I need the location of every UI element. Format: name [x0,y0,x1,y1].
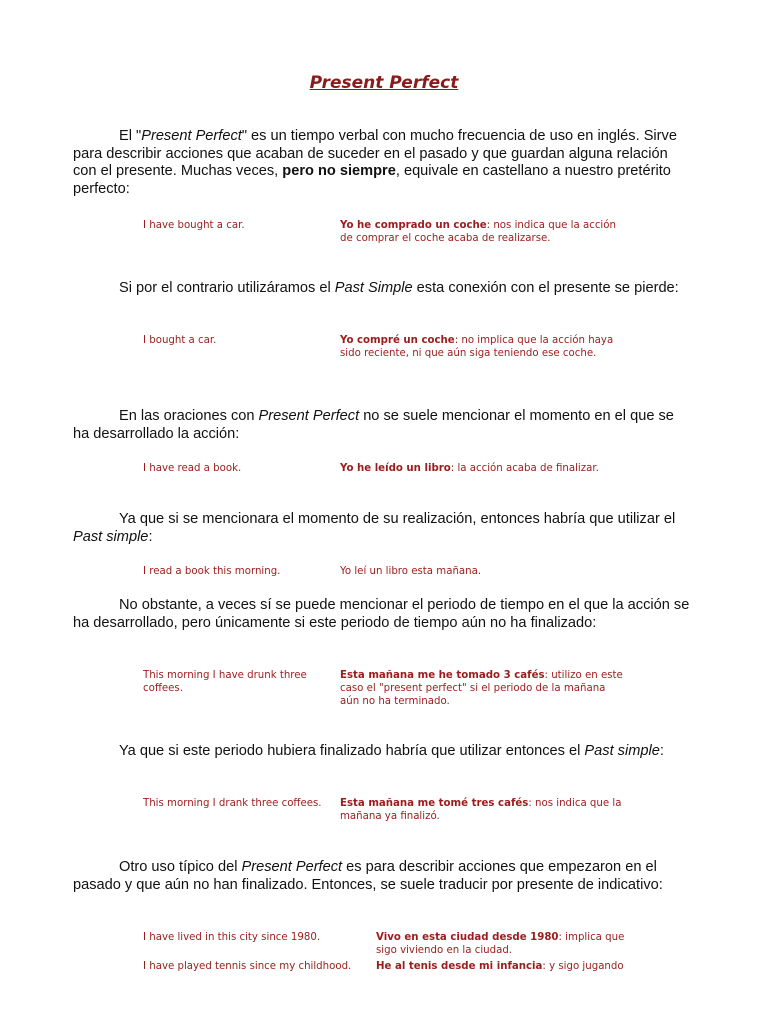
page-title: Present Perfect [309,73,459,93]
example-spanish-bold: Vivo en esta ciudad desde 1980 [376,932,559,943]
paragraph-past-simple [73,280,693,298]
example-spanish-bold: Esta mañana me he tomado 3 cafés [340,670,545,681]
example-spanish [340,334,625,360]
italic-term: Past simple [584,743,660,759]
text: Ya que si se mencionara el momento de su realización, entonces habría que utilizar el [119,511,676,527]
text: En las oraciones con [119,408,259,424]
text: no se suele mencionar el momento en el que se ha desarrollado la acción: [73,408,674,442]
text: Si por el contrario utilizáramos el [119,280,335,296]
example-spanish [376,960,636,973]
text: Otro uso típico del [119,859,242,875]
bold-text: pero no siempre [282,163,396,179]
paragraph-ongoing [73,859,693,894]
example-english: I bought a car. [143,335,217,346]
example-english: I have bought a car. [143,220,245,231]
example-spanish: Yo leí un libro esta mañana. [340,566,482,577]
example-spanish-bold: He al tenis desde mi infancia [376,961,543,972]
example-spanish [340,219,625,245]
paragraph-period [73,597,693,632]
example-spanish-rest: : nos indica que la mañana ya finalizó. [340,798,622,822]
example-spanish-rest: : implica que sigo viviendo en la ciudad. [376,932,625,956]
example-english: I have played tennis since my childhood. [143,961,352,972]
example-spanish-rest: : la acción acaba de finalizar. [450,463,599,474]
text: Ya que si este periodo hubiera finalizado habría que utilizar entonces el [119,743,585,759]
italic-term: Past simple [73,528,149,545]
text: , equivale en castellano a nuestro pretérito perfecto: [73,163,671,197]
text: " es un tiempo verbal con mucho frecuencia de uso en inglés. Sirve para describir acciones que acaban de suceder en el pasado y que guardan alguna relación con el presente. Muchas veces, [73,128,677,179]
text: : [659,743,664,759]
example-english: This morning I drank three coffees. [143,798,322,809]
example-spanish-rest: : utilizo en este caso el "present perfect" si el periodo de la mañana aún no ha terminado. [340,670,623,707]
italic-term: Present Perfect [141,128,242,144]
example-spanish-bold: Yo he comprado un coche [340,220,487,231]
example-english: I have read a book. [143,463,242,474]
example-spanish [340,462,625,475]
example-english: This morning I have drunk three coffees. [143,670,307,694]
example-spanish [376,931,636,957]
paragraph-moment [73,408,693,443]
text: El " [119,128,142,144]
example-english: I read a book this morning. [143,566,281,577]
example-spanish-bold: Yo he leído un libro [340,463,451,474]
paragraph-finished [73,743,693,761]
text: es para describir acciones que empezaron en el pasado y que aún no han finalizado. Entonces, se suele traducir por presente de indicativo: [73,859,663,893]
paragraph-mention [73,511,693,546]
example-spanish-bold: Esta mañana me tomé tres cafés [340,798,529,809]
example-spanish [340,669,625,708]
example-english: I have lived in this city since 1980. [143,932,321,943]
text: No obstante, a veces sí se puede mencionar el periodo de tiempo en el que la acción se ha desarrollado, pero únicamente si este periodo de tiempo aún no ha finalizado: [73,597,690,631]
example-spanish-rest: : no implica que la acción haya sido reciente, ni que aún siga teniendo ese coche. [340,335,614,359]
example-spanish-bold: Yo compré un coche [340,335,455,346]
example-spanish-rest: : y sigo jugando [542,961,624,972]
italic-term: Past Simple [334,280,413,296]
text: esta conexión con el presente se pierde: [412,280,679,296]
example-spanish-rest: : nos indica que la acción de comprar el coche acaba de realizarse. [340,220,616,244]
example-spanish [340,797,625,823]
text: : [148,528,153,545]
italic-term: Present Perfect [258,408,360,424]
italic-term: Present Perfect [241,859,343,875]
paragraph-intro [73,128,693,198]
